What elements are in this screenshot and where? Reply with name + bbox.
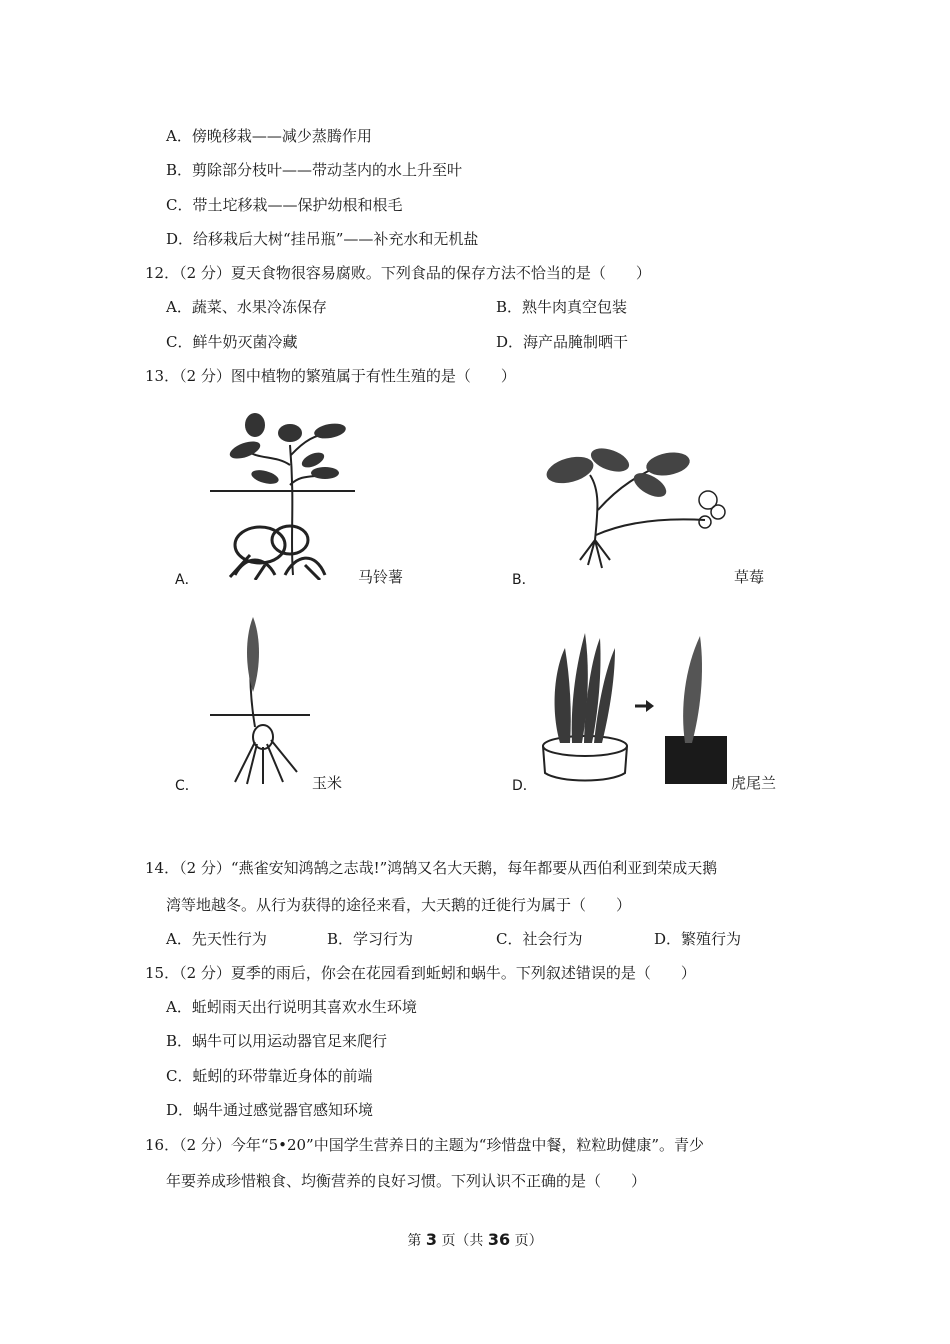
q12-stem: 12．（2 分）夏天食物很容易腐败。下列食品的保存方法不恰当的是（ ） — [145, 264, 651, 282]
q14-stem-line2: 湾等地越冬。从行为获得的途径来看，大天鹅的迁徙行为属于（ ） — [166, 896, 632, 914]
footer-prefix: 第 — [407, 1233, 422, 1249]
q15-option-c: C．蚯蚓的环带靠近身体的前端 — [166, 1067, 373, 1085]
q14-option-b: B．学习行为 — [327, 930, 414, 948]
q15-option-d: D．蜗牛通过感觉器官感知环境 — [166, 1101, 374, 1119]
figure-d-caption: 虎尾兰 — [731, 774, 777, 792]
figure-a-caption: 马铃薯 — [358, 568, 404, 586]
figure-c-caption: 玉米 — [312, 774, 343, 792]
q11-option-d: D．给移栽后大树“挂吊瓶”——补充水和无机盐 — [166, 230, 479, 248]
q12-option-a: A．蔬菜、水果冷冻保存 — [166, 298, 327, 316]
figure-b-letter: B． — [512, 572, 536, 588]
total-page-number: 36 — [487, 1230, 511, 1249]
q14-option-d: D．繁殖行为 — [654, 930, 742, 948]
footer-suffix: 页） — [514, 1233, 543, 1249]
q16-stem-line2: 年要养成珍惜粮食、均衡营养的良好习惯。下列认识不正确的是（ ） — [166, 1172, 647, 1190]
current-page-number: 3 — [425, 1230, 437, 1249]
figure-d-letter: D． — [512, 778, 537, 794]
q15-option-b: B．蜗牛可以用运动器官足来爬行 — [166, 1032, 388, 1050]
q12-option-d: D．海产品腌制晒干 — [496, 333, 629, 351]
figure-a-letter: A． — [175, 572, 199, 588]
q14-option-c: C．社会行为 — [496, 930, 583, 948]
snake-plant-figure — [540, 628, 735, 788]
page-footer — [0, 1230, 950, 1250]
q16-stem-line1: 16．（2 分）今年“5•20”中国学生营养日的主题为“珍惜盘中餐，粒粒助健康”。青少 — [145, 1136, 705, 1154]
footer-mid: 页（共 — [441, 1233, 484, 1249]
q14-option-a: A．先天性行为 — [166, 930, 267, 948]
q15-stem: 15．（2 分）夏季的雨后，你会在花园看到蚯蚓和蜗牛。下列叙述错误的是（ ） — [145, 964, 696, 982]
figure-b-caption: 草莓 — [734, 568, 765, 586]
q15-option-a: A．蚯蚓雨天出行说明其喜欢水生环境 — [166, 998, 417, 1016]
potato-plant-figure — [205, 405, 365, 580]
q11-option-c: C．带土坨移栽——保护幼根和根毛 — [166, 196, 403, 214]
q12-option-c: C．鲜牛奶灭菌冷藏 — [166, 333, 298, 351]
q11-option-b: B．剪除部分枝叶——带动茎内的水上升至叶 — [166, 161, 463, 179]
figure-c-letter: C． — [175, 778, 199, 794]
q14-stem-line1: 14．（2 分）“燕雀安知鸿鹄之志哉!”鸿鹄又名大天鹅，每年都要从西伯利亚到荣成天鹅 — [145, 859, 718, 877]
corn-seedling-figure — [205, 612, 315, 787]
q11-option-a: A．傍晚移栽——减少蒸腾作用 — [166, 127, 372, 145]
strawberry-plant-figure — [540, 440, 735, 580]
q12-option-b: B．熟牛肉真空包装 — [496, 298, 628, 316]
q13-stem: 13．（2 分）图中植物的繁殖属于有性生殖的是（ ） — [145, 367, 516, 385]
